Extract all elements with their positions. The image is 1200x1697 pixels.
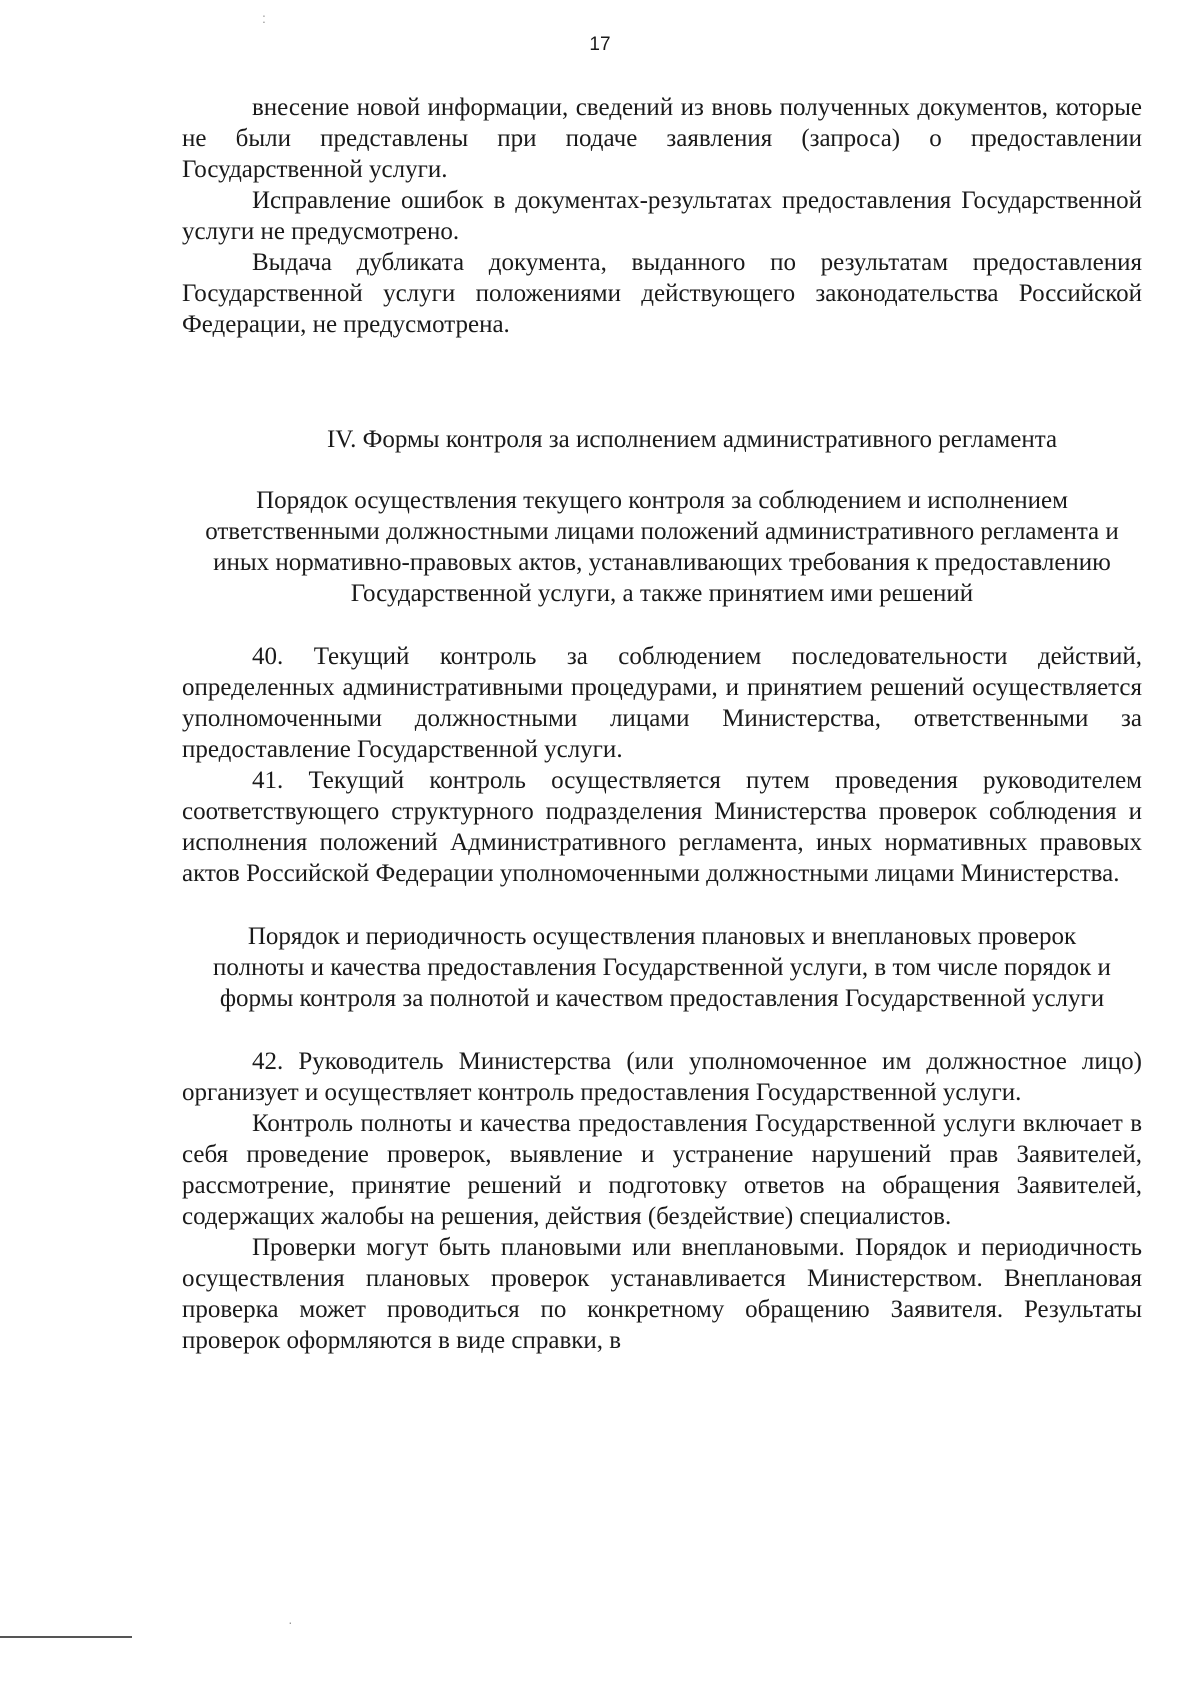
- page-number: 17: [589, 34, 611, 55]
- scan-mark-top: :: [262, 10, 266, 26]
- document-body: [182, 92, 1142, 1356]
- paragraph: Выдача дубликата документа, выданного по результатам предоставления Государственной услуги положениями действующего законодательства Российской Федерации, не предусмотрена.: [182, 249, 1142, 338]
- paragraph: Контроль полноты и качества предоставления Государственной услуги включает в себя проведение проверок, выявление и устранение нарушений прав Заявителей, рассмотрение, принятие решений и подготовку ответов на обращения Заявителей, содержащих жалобы на решения, действия (бездействие) специалистов.: [182, 1110, 1142, 1230]
- section-title: IV. Формы контроля за исполнением административного регламента: [326, 426, 1058, 453]
- paragraph: 40. Текущий контроль за соблюдением последовательности действий, определенных административными процедурами, и принятием решений осуществляется уполномоченными должностными лицами Министерства, ответственными за предоставление Государственной услуги.: [182, 643, 1142, 763]
- paragraph: 41. Текущий контроль осуществляется путем проведения руководителем соответствующего структурного подразделения Министерства проверок соблюдения и исполнения положений Административного регламента, иных нормативных правовых актов Российской Федерации уполномоченными должностными лицами Министерства.: [182, 767, 1142, 887]
- paragraph: 42. Руководитель Министерства (или уполномоченное им должностное лицо) организует и осуществляет контроль предоставления Государственной услуги.: [182, 1048, 1142, 1106]
- paragraph: Проверки могут быть плановыми или внеплановыми. Порядок и периодичность осуществления плановых проверок устанавливается Министерством. Внеплановая проверка может проводиться по конкретному обращению Заявителя. Результаты проверок оформляются в виде справки, в: [182, 1234, 1142, 1354]
- paragraph: внесение новой информации, сведений из вновь полученных документов, которые не были представлены при подаче заявления (запроса) о предоставлении Государственной услуги.: [182, 94, 1142, 183]
- footnote-divider: [0, 1636, 132, 1638]
- subheading: Порядок и периодичность осуществления плановых и внеплановых проверок полноты и качества предоставления Государственной услуги, в том числе порядок и формы контроля за полнотой и качеством предоставления Государственной услуги: [213, 923, 1111, 1012]
- scan-mark-bottom: ·: [288, 1614, 293, 1630]
- paragraph: Исправление ошибок в документах-результатах предоставления Государственной услуги не предусмотрено.: [182, 187, 1142, 245]
- subheading: Порядок осуществления текущего контроля за соблюдением и исполнением ответственными должностными лицами положений административного регламента и иных нормативно-правовых актов, устанавливающих требования к предоставлению Государственной услуги, а также принятием ими решений: [205, 487, 1119, 607]
